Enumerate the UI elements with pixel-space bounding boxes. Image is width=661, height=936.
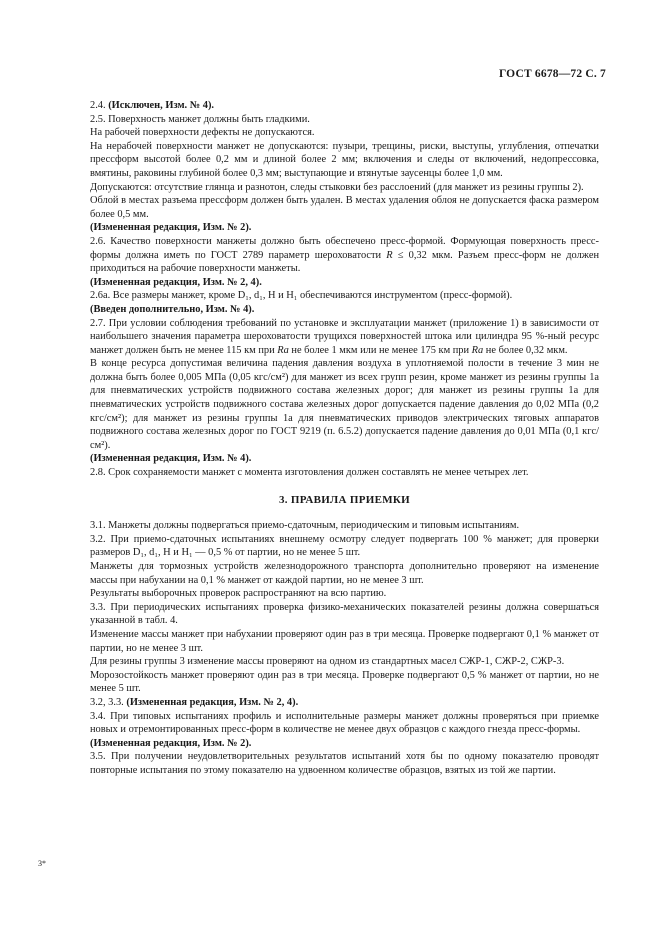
amendment-note: (Измененная редакция, Изм. № 2).: [90, 222, 252, 234]
paragraph: Результаты выборочных проверок распространяют на всю партию.: [90, 588, 387, 600]
clause-3-3: 3.3. При периодических испытаниях проверка физико-механических показателей резины должна совершаться указанной в табл. 4.: [90, 601, 599, 627]
paragraph: На нерабочей поверхности манжет не допускаются: пузыри, трещины, риски, выступы, углубления, отпечатки прессформ высотой более 0,2 мм и длиной более 2 мм; включения и следы от включений, недопрессовка, вмятины, раковины глубиной более 0,3 мм; выступающие и втянутые заусенцы более 1,0 мм.: [90, 140, 599, 179]
paragraph: Морозостойкость манжет проверяют один раз в три месяца. Проверке подвергают 0,5 % манжет от партии, но не менее 5 шт.: [90, 669, 599, 695]
paragraph: На рабочей поверхности дефекты не допускаются.: [90, 127, 315, 139]
amendment-note: (Измененная редакция, Изм. № 4).: [90, 453, 252, 465]
clause-2-6: 2.6. Качество поверхности манжеты должно быть обеспечено пресс-формой. Формующая поверхность пресс-формы должна иметь по ГОСТ 2789 параметр шероховатости R ≤ 0,32 мкм. Разъем пресс-форм не должен приходиться на рабочие поверхности манжеты.: [90, 235, 600, 275]
document-body: [90, 99, 599, 778]
clause-3-1: 3.1. Манжеты должны подвергаться приемо-сдаточным, периодическим и типовым испытаниям.: [90, 520, 520, 532]
page-header: ГОСТ 6678—72 С. 7: [498, 68, 606, 80]
clause-3-5: 3.5. При получении неудовлетворительных результатов испытаний хотя бы по одному показателю проводят повторные испытания по этому показателю на удвоенном количестве образцов, взятых из той же партии.: [90, 751, 599, 776]
amendment-note: (Измененная редакция, Изм. № 2).: [90, 737, 252, 749]
clause-2-5: 2.5. Поверхность манжет должны быть гладкими.: [90, 113, 310, 125]
paragraph: Допускаются: отсутствие глянца и разнотон, следы стыковки без расслоений (для манжет из резины группы 2).: [90, 181, 584, 193]
paragraph: Изменение массы манжет при набухании проверяют один раз в три месяца. Проверке подвергают 0,1 % манжет от партии, но не менее 3 шт.: [90, 628, 599, 654]
page-footer: 3*: [38, 859, 46, 868]
paragraph: Облой в местах разъема прессформ должен быть удален. В местах удаления облоя не допускается фаска размером более 0,5 мм.: [90, 195, 599, 220]
clause-2-6a: 2.6а. Все размеры манжет, кроме D₁, d₁, H и H₁ обеспечиваются инструментом (пресс-формой).: [90, 290, 513, 302]
clause-number: 2.4.: [90, 100, 109, 111]
paragraph: В конце ресурса допустимая величина падения давления воздуха в уплотняемой полости в течение 3 мин не должна быть более 0,005 МПа (0,05 кгс/см²) для манжет из всех групп резин, кроме манжет из резины группы 1а для пневматических устройств подвижного состава железных дорог; для манжет из резины группы 1а для пневматических устройств подвижного состава железных дорог допускается падение давления до 0,02 МПа (0,2 кгс/см²); для манжет из резины группы 1а для пневматических приводов электрических тяговых аппаратов подвижного состава железных дорог по ГОСТ 9219 (п. 6.5.2) допускается падение давления до 0,01 МПа (0,1 кгс/см²).: [90, 358, 599, 451]
clause-2-4: [90, 99, 599, 113]
amendment-note: (Измененная редакция, Изм. № 2, 4).: [90, 276, 262, 288]
amendment-note: 3.2, 3.3. (Измененная редакция, Изм. № 2, 4).: [90, 696, 299, 708]
amendment-note: (Введен дополнительно, Изм. № 4).: [90, 303, 255, 315]
amendment-note: (Исключен, Изм. № 4).: [108, 100, 215, 111]
clause-2-8: 2.8. Срок сохраняемости манжет с момента изготовления должен составлять не менее четырех лет.: [90, 467, 529, 479]
clause-2-7: 2.7. При условии соблюдения требований по установке и эксплуатации манжет (приложение 1) в зависимости от наибольшего значения параметра шероховатости трущихся поверхностей штока или цилиндра 95 %-ный ресурс манжет должен быть не менее 115 км при Ra не более 1 мкм или не менее 175 км при Ra не более 0,32 мкм.: [90, 317, 599, 356]
paragraph: Манжеты для тормозных устройств железнодорожного транспорта дополнительно проверяют на изменение массы при набухании на 0,1 % манжет от каждой партии, но не менее 3 шт.: [90, 561, 599, 586]
clause-3-2: 3.2. При приемо-сдаточных испытаниях внешнему осмотру следует подвергать 100 % манжет; для проверки размеров D₁, d₁, H и H₁ — 0,5 % от партии, но не менее 5 шт.: [90, 533, 599, 559]
paragraph: Для резины группы 3 изменение массы проверяют на одном из стандартных масел СЖР-1, СЖР-2, СЖР-3.: [90, 656, 565, 668]
clause-3-4: 3.4. При типовых испытаниях профиль и исполнительные размеры манжет должны проверяться при приемке новых и отремонтированных пресс-форм в количестве не менее двух образцов с каждого гнезда пресс-формы.: [90, 710, 599, 736]
section-title: 3. ПРАВИЛА ПРИЕМКИ: [278, 493, 411, 506]
